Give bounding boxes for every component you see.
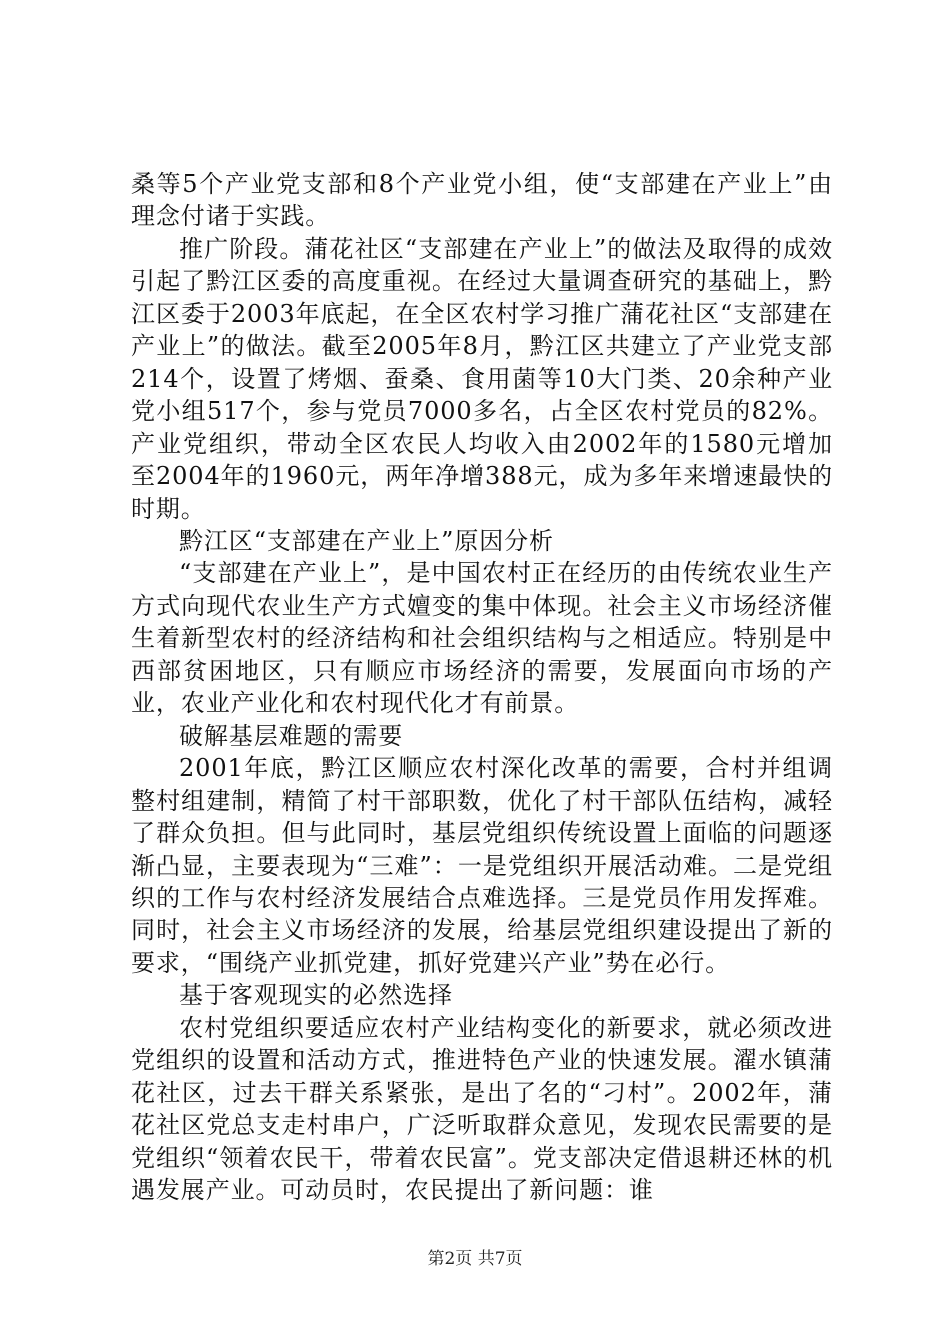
section-heading-inevitable-choice: 基于客观现实的必然选择 [179, 981, 453, 1010]
page-footer [0, 1244, 950, 1269]
paragraph-1: 桑等5个产业党支部和8个产业党小组，使“支部建在产业上”由理念付诸于实践。 [131, 170, 833, 231]
paragraph-promotion-stage: 推广阶段。蒲花社区“支部建在产业上”的做法及取得的成效引起了黔江区委的高度重视。在经过大量调查研究的基础上，黔江区委于2003年底起，在全区农村学习推广蒲花社区“支部建在产业上”的做法。截至2005年8月，黔江区共建立了产业党支部214个，设置了烤烟、蚕桑、食用菌等10大门类、20余种产业党小组517个，参与党员7000多名，占全区农村党员的82%。产业党组织，带动全区农民人均收入由2002年的1580元增加至2004年的1960元，两年净增388元，成为多年来增速最快的时期。 [131, 234, 833, 523]
document-body [131, 168, 833, 1207]
paragraph-inevitable-choice: 农村党组织要适应农村产业结构变化的新要求，就必须改进党组织的设置和活动方式，推进特色产业的快速发展。濯水镇蒲花社区，过去干群关系紧张，是出了名的“刁村”。2002年，蒲花社区党总支走村串户，广泛听取群众意见，发现农民需要的是党组织“领着农民干，带着农民富”。党支部决定借退耕还林的机遇发展产业。可动员时，农民提出了新问题：谁 [131, 1013, 833, 1205]
page-number-label: 第2页 共7页 [427, 1249, 523, 1269]
section-heading-cause-analysis: 黔江区“支部建在产业上”原因分析 [179, 526, 554, 555]
paragraph-cause-analysis: “支部建在产业上”，是中国农村正在经历的由传统农业生产方式向现代农业生产方式嬗变的集中体现。社会主义市场经济催生着新型农村的经济结构和社会组织结构与之相适应。特别是中西部贫困地区，只有顺应市场经济的需要，发展面向市场的产业，农业产业化和农村现代化才有前景。 [131, 559, 833, 718]
section-heading-grassroots-problems: 破解基层难题的需要 [179, 721, 404, 750]
paragraph-grassroots-problems: 2001年底，黔江区顺应农村深化改革的需要，合村并组调整村组建制，精简了村干部职数，优化了村干部队伍结构，减轻了群众负担。但与此同时，基层党组织传统设置上面临的问题逐渐凸显，主要表现为“三难”：一是党组织开展活动难。二是党组织的工作与农村经济发展结合点难选择。三是党员作用发挥难。同时，社会主义市场经济的发展，给基层党组织建设提出了新的要求，“围绕产业抓党建，抓好党建兴产业”势在必行。 [131, 754, 833, 977]
